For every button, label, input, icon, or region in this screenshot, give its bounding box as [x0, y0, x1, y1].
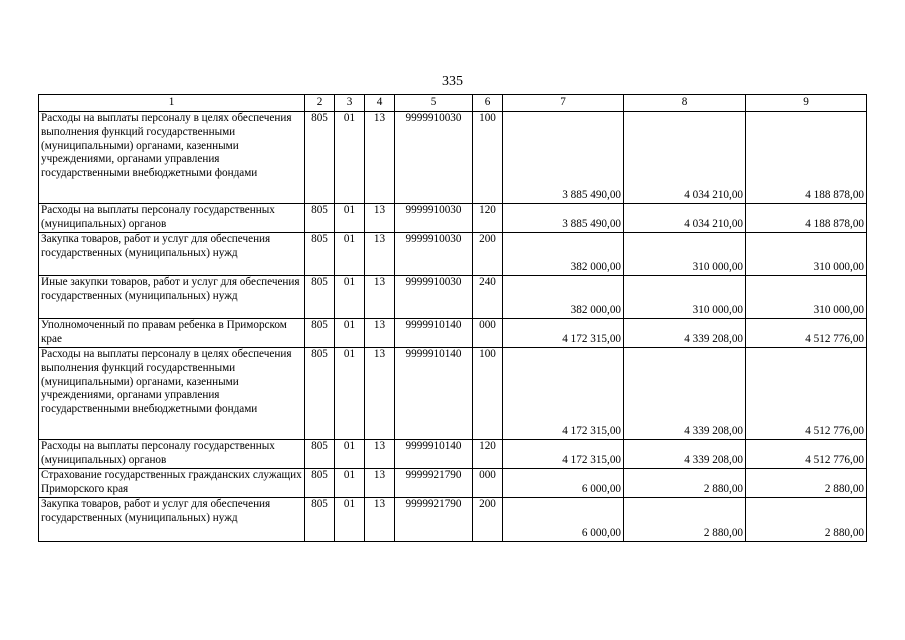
- subsection-code-cell: 13: [365, 233, 395, 276]
- amount-cell: 4 512 776,00: [746, 440, 867, 469]
- expense-type-cell: 120: [473, 204, 503, 233]
- table-row: [39, 204, 867, 233]
- amount-cell: 4 512 776,00: [746, 348, 867, 440]
- column-header: 7: [503, 95, 624, 112]
- amount-cell: 382 000,00: [503, 276, 624, 319]
- expense-name-cell: Расходы на выплаты персоналу в целях обеспечения выполнения функций государственными (муниципальными) органами, казенными учреждениями, органами управления государственными внебюджетными фондами: [39, 112, 305, 204]
- column-header: 5: [395, 95, 473, 112]
- target-article-cell: 9999910030: [395, 112, 473, 204]
- table-row: [39, 276, 867, 319]
- target-article-cell: 9999910030: [395, 204, 473, 233]
- expense-type-cell: 200: [473, 233, 503, 276]
- amount-cell: 4 172 315,00: [503, 319, 624, 348]
- expense-name-cell: Страхование государственных гражданских служащих Приморского края: [39, 469, 305, 498]
- expense-name-cell: Расходы на выплаты персоналу государственных (муниципальных) органов: [39, 204, 305, 233]
- expense-type-cell: 240: [473, 276, 503, 319]
- column-header: 9: [746, 95, 867, 112]
- amount-cell: 310 000,00: [624, 233, 746, 276]
- header-row: [39, 95, 867, 112]
- target-article-cell: 9999910140: [395, 348, 473, 440]
- amount-cell: 4 339 208,00: [624, 348, 746, 440]
- amount-cell: 4 172 315,00: [503, 348, 624, 440]
- amount-cell: 6 000,00: [503, 498, 624, 542]
- amount-cell: 4 339 208,00: [624, 319, 746, 348]
- subsection-code-cell: 13: [365, 348, 395, 440]
- amount-cell: 4 188 878,00: [746, 112, 867, 204]
- subsection-code-cell: 13: [365, 204, 395, 233]
- subsection-code-cell: 13: [365, 319, 395, 348]
- table-row: [39, 112, 867, 204]
- target-article-cell: 9999921790: [395, 498, 473, 542]
- section-code-cell: 01: [335, 319, 365, 348]
- amount-cell: 2 880,00: [624, 469, 746, 498]
- subsection-code-cell: 13: [365, 112, 395, 204]
- expense-type-cell: 120: [473, 440, 503, 469]
- section-code-cell: 01: [335, 469, 365, 498]
- expense-type-cell: 000: [473, 319, 503, 348]
- expense-name-cell: Расходы на выплаты персоналу государственных (муниципальных) органов: [39, 440, 305, 469]
- section-code-cell: 01: [335, 440, 365, 469]
- target-article-cell: 9999910030: [395, 233, 473, 276]
- amount-cell: 4 188 878,00: [746, 204, 867, 233]
- ministry-code-cell: 805: [305, 276, 335, 319]
- amount-cell: 3 885 490,00: [503, 112, 624, 204]
- ministry-code-cell: 805: [305, 233, 335, 276]
- ministry-code-cell: 805: [305, 440, 335, 469]
- ministry-code-cell: 805: [305, 469, 335, 498]
- amount-cell: 2 880,00: [624, 498, 746, 542]
- expense-type-cell: 000: [473, 469, 503, 498]
- ministry-code-cell: 805: [305, 319, 335, 348]
- table-row: [39, 498, 867, 542]
- section-code-cell: 01: [335, 348, 365, 440]
- table-row: [39, 469, 867, 498]
- amount-cell: 3 885 490,00: [503, 204, 624, 233]
- amount-cell: 4 034 210,00: [624, 112, 746, 204]
- section-code-cell: 01: [335, 204, 365, 233]
- table-body: [39, 95, 867, 542]
- ministry-code-cell: 805: [305, 348, 335, 440]
- section-code-cell: 01: [335, 233, 365, 276]
- column-header: 2: [305, 95, 335, 112]
- page-number: 335: [442, 74, 463, 89]
- expense-name-cell: Уполномоченный по правам ребенка в Приморском крае: [39, 319, 305, 348]
- amount-cell: 310 000,00: [624, 276, 746, 319]
- expense-name-cell: Закупка товаров, работ и услуг для обеспечения государственных (муниципальных) нужд: [39, 498, 305, 542]
- column-header: 8: [624, 95, 746, 112]
- subsection-code-cell: 13: [365, 440, 395, 469]
- column-header: 6: [473, 95, 503, 112]
- subsection-code-cell: 13: [365, 469, 395, 498]
- column-header: 1: [39, 95, 305, 112]
- amount-cell: 4 512 776,00: [746, 319, 867, 348]
- amount-cell: 382 000,00: [503, 233, 624, 276]
- expense-type-cell: 100: [473, 112, 503, 204]
- table-row: [39, 233, 867, 276]
- table-row: [39, 348, 867, 440]
- target-article-cell: 9999910140: [395, 440, 473, 469]
- ministry-code-cell: 805: [305, 112, 335, 204]
- target-article-cell: 9999921790: [395, 469, 473, 498]
- table-row: [39, 440, 867, 469]
- section-code-cell: 01: [335, 112, 365, 204]
- table-row: [39, 319, 867, 348]
- amount-cell: 4 034 210,00: [624, 204, 746, 233]
- subsection-code-cell: 13: [365, 276, 395, 319]
- target-article-cell: 9999910030: [395, 276, 473, 319]
- column-header: 4: [365, 95, 395, 112]
- expense-type-cell: 200: [473, 498, 503, 542]
- amount-cell: 4 339 208,00: [624, 440, 746, 469]
- expense-name-cell: Закупка товаров, работ и услуг для обеспечения государственных (муниципальных) нужд: [39, 233, 305, 276]
- amount-cell: 4 172 315,00: [503, 440, 624, 469]
- expense-type-cell: 100: [473, 348, 503, 440]
- subsection-code-cell: 13: [365, 498, 395, 542]
- amount-cell: 6 000,00: [503, 469, 624, 498]
- amount-cell: 310 000,00: [746, 276, 867, 319]
- amount-cell: 2 880,00: [746, 469, 867, 498]
- column-header: 3: [335, 95, 365, 112]
- ministry-code-cell: 805: [305, 498, 335, 542]
- section-code-cell: 01: [335, 276, 365, 319]
- expense-name-cell: Иные закупки товаров, работ и услуг для обеспечения государственных (муниципальных) нужд: [39, 276, 305, 319]
- expense-name-cell: Расходы на выплаты персоналу в целях обеспечения выполнения функций государственными (муниципальными) органами, казенными учреждениями, органами управления государственными внебюджетными фондами: [39, 348, 305, 440]
- section-code-cell: 01: [335, 498, 365, 542]
- target-article-cell: 9999910140: [395, 319, 473, 348]
- ministry-code-cell: 805: [305, 204, 335, 233]
- amount-cell: 310 000,00: [746, 233, 867, 276]
- budget-table: [38, 94, 867, 542]
- amount-cell: 2 880,00: [746, 498, 867, 542]
